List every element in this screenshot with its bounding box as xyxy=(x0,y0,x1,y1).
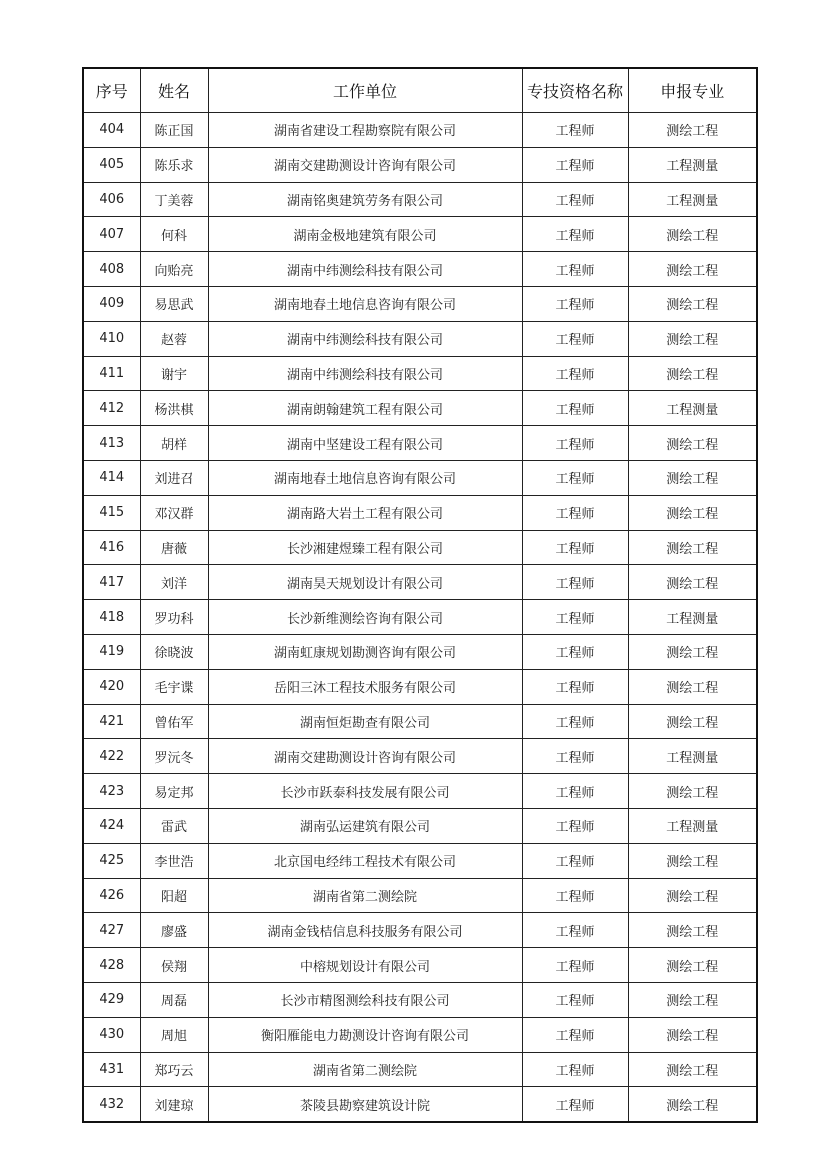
cell-work-unit: 衡阳雁能电力勘测设计咨询有限公司 xyxy=(208,1017,522,1052)
cell-major: 测绘工程 xyxy=(628,878,757,913)
cell-qualification: 工程师 xyxy=(522,495,628,530)
cell-serial-number: 405 xyxy=(83,147,140,182)
cell-qualification: 工程师 xyxy=(522,634,628,669)
cell-qualification: 工程师 xyxy=(522,182,628,217)
cell-qualification: 工程师 xyxy=(522,147,628,182)
cell-name: 刘洋 xyxy=(140,565,208,600)
cell-serial-number: 408 xyxy=(83,252,140,287)
cell-serial-number: 415 xyxy=(83,495,140,530)
cell-serial-number: 406 xyxy=(83,182,140,217)
cell-name: 毛宇谍 xyxy=(140,669,208,704)
table-row xyxy=(83,878,757,913)
cell-major: 测绘工程 xyxy=(628,217,757,252)
cell-major: 测绘工程 xyxy=(628,913,757,948)
cell-work-unit: 湖南中坚建设工程有限公司 xyxy=(208,426,522,461)
cell-major: 测绘工程 xyxy=(628,1087,757,1122)
cell-name: 易定邦 xyxy=(140,774,208,809)
table-row xyxy=(83,739,757,774)
cell-serial-number: 419 xyxy=(83,634,140,669)
cell-qualification: 工程师 xyxy=(522,252,628,287)
cell-qualification: 工程师 xyxy=(522,982,628,1017)
cell-serial-number: 431 xyxy=(83,1052,140,1087)
cell-major: 测绘工程 xyxy=(628,634,757,669)
cell-name: 谢宇 xyxy=(140,356,208,391)
cell-qualification: 工程师 xyxy=(522,286,628,321)
table-row xyxy=(83,600,757,635)
cell-work-unit: 长沙市跃泰科技发展有限公司 xyxy=(208,774,522,809)
cell-serial-number: 425 xyxy=(83,843,140,878)
qualification-table xyxy=(82,67,758,1123)
cell-serial-number: 412 xyxy=(83,391,140,426)
cell-name: 邓汉群 xyxy=(140,495,208,530)
cell-name: 郑巧云 xyxy=(140,1052,208,1087)
cell-serial-number: 420 xyxy=(83,669,140,704)
cell-serial-number: 421 xyxy=(83,704,140,739)
header-work-unit: 工作单位 xyxy=(208,68,522,113)
header-qualification: 专技资格名称 xyxy=(522,68,628,113)
cell-work-unit: 湖南金极地建筑有限公司 xyxy=(208,217,522,252)
cell-work-unit: 湖南恒炬勘查有限公司 xyxy=(208,704,522,739)
cell-work-unit: 湖南铭奥建筑劳务有限公司 xyxy=(208,182,522,217)
table-row xyxy=(83,530,757,565)
cell-major: 测绘工程 xyxy=(628,982,757,1017)
table-row xyxy=(83,321,757,356)
cell-work-unit: 湖南路大岩土工程有限公司 xyxy=(208,495,522,530)
table-row xyxy=(83,426,757,461)
cell-work-unit: 湖南中纬测绘科技有限公司 xyxy=(208,252,522,287)
cell-name: 唐薇 xyxy=(140,530,208,565)
cell-name: 罗功科 xyxy=(140,600,208,635)
cell-qualification: 工程师 xyxy=(522,704,628,739)
cell-name: 向贻亮 xyxy=(140,252,208,287)
cell-work-unit: 湖南中纬测绘科技有限公司 xyxy=(208,356,522,391)
table-row xyxy=(83,391,757,426)
cell-qualification: 工程师 xyxy=(522,321,628,356)
table-row xyxy=(83,1017,757,1052)
cell-name: 刘建琼 xyxy=(140,1087,208,1122)
table-row xyxy=(83,252,757,287)
table-row xyxy=(83,982,757,1017)
cell-work-unit: 湖南省第二测绘院 xyxy=(208,1052,522,1087)
cell-major: 测绘工程 xyxy=(628,530,757,565)
table-body xyxy=(83,113,757,1123)
cell-qualification: 工程师 xyxy=(522,565,628,600)
header-serial-number: 序号 xyxy=(83,68,140,113)
cell-major: 测绘工程 xyxy=(628,565,757,600)
cell-qualification: 工程师 xyxy=(522,808,628,843)
table-row xyxy=(83,182,757,217)
cell-major: 测绘工程 xyxy=(628,286,757,321)
table-row xyxy=(83,669,757,704)
table-row xyxy=(83,808,757,843)
header-name: 姓名 xyxy=(140,68,208,113)
cell-work-unit: 北京国电经纬工程技术有限公司 xyxy=(208,843,522,878)
cell-serial-number: 426 xyxy=(83,878,140,913)
cell-name: 周旭 xyxy=(140,1017,208,1052)
cell-serial-number: 427 xyxy=(83,913,140,948)
cell-name: 丁美蓉 xyxy=(140,182,208,217)
cell-serial-number: 424 xyxy=(83,808,140,843)
cell-name: 廖盛 xyxy=(140,913,208,948)
cell-qualification: 工程师 xyxy=(522,948,628,983)
cell-work-unit: 湖南省建设工程勘察院有限公司 xyxy=(208,113,522,148)
table-row xyxy=(83,843,757,878)
cell-name: 侯翔 xyxy=(140,948,208,983)
table-row xyxy=(83,356,757,391)
cell-work-unit: 湖南虹康规划勘测咨询有限公司 xyxy=(208,634,522,669)
cell-name: 罗沅冬 xyxy=(140,739,208,774)
cell-major: 测绘工程 xyxy=(628,356,757,391)
cell-name: 何科 xyxy=(140,217,208,252)
cell-work-unit: 湖南中纬测绘科技有限公司 xyxy=(208,321,522,356)
cell-name: 胡样 xyxy=(140,426,208,461)
cell-qualification: 工程师 xyxy=(522,356,628,391)
table-row xyxy=(83,774,757,809)
cell-work-unit: 长沙湘建煜臻工程有限公司 xyxy=(208,530,522,565)
table-row xyxy=(83,948,757,983)
cell-qualification: 工程师 xyxy=(522,774,628,809)
cell-major: 工程测量 xyxy=(628,739,757,774)
cell-serial-number: 409 xyxy=(83,286,140,321)
cell-qualification: 工程师 xyxy=(522,843,628,878)
cell-qualification: 工程师 xyxy=(522,1017,628,1052)
table-header-row xyxy=(83,68,757,113)
table-row xyxy=(83,634,757,669)
cell-qualification: 工程师 xyxy=(522,217,628,252)
cell-major: 测绘工程 xyxy=(628,774,757,809)
cell-name: 曾佑军 xyxy=(140,704,208,739)
cell-work-unit: 湖南地春土地信息咨询有限公司 xyxy=(208,286,522,321)
cell-serial-number: 410 xyxy=(83,321,140,356)
cell-qualification: 工程师 xyxy=(522,426,628,461)
table-row xyxy=(83,565,757,600)
cell-work-unit: 长沙市精图测绘科技有限公司 xyxy=(208,982,522,1017)
cell-work-unit: 湖南金钱桔信息科技服务有限公司 xyxy=(208,913,522,948)
cell-serial-number: 423 xyxy=(83,774,140,809)
cell-qualification: 工程师 xyxy=(522,1087,628,1122)
table-row xyxy=(83,913,757,948)
cell-work-unit: 湖南省第二测绘院 xyxy=(208,878,522,913)
cell-qualification: 工程师 xyxy=(522,113,628,148)
table-row xyxy=(83,147,757,182)
cell-qualification: 工程师 xyxy=(522,391,628,426)
header-major: 申报专业 xyxy=(628,68,757,113)
table-row xyxy=(83,495,757,530)
cell-work-unit: 湖南朗翰建筑工程有限公司 xyxy=(208,391,522,426)
cell-serial-number: 432 xyxy=(83,1087,140,1122)
cell-major: 测绘工程 xyxy=(628,113,757,148)
cell-serial-number: 404 xyxy=(83,113,140,148)
cell-work-unit: 岳阳三沐工程技术服务有限公司 xyxy=(208,669,522,704)
cell-name: 阳超 xyxy=(140,878,208,913)
cell-serial-number: 417 xyxy=(83,565,140,600)
cell-major: 工程测量 xyxy=(628,182,757,217)
cell-work-unit: 中榕规划设计有限公司 xyxy=(208,948,522,983)
cell-major: 测绘工程 xyxy=(628,321,757,356)
table-row xyxy=(83,460,757,495)
cell-qualification: 工程师 xyxy=(522,878,628,913)
cell-major: 测绘工程 xyxy=(628,843,757,878)
cell-name: 陈正国 xyxy=(140,113,208,148)
cell-qualification: 工程师 xyxy=(522,669,628,704)
table-row xyxy=(83,1087,757,1122)
cell-name: 刘进召 xyxy=(140,460,208,495)
cell-major: 测绘工程 xyxy=(628,426,757,461)
cell-work-unit: 湖南昊天规划设计有限公司 xyxy=(208,565,522,600)
cell-major: 工程测量 xyxy=(628,147,757,182)
cell-major: 测绘工程 xyxy=(628,1017,757,1052)
cell-serial-number: 422 xyxy=(83,739,140,774)
cell-name: 李世浩 xyxy=(140,843,208,878)
table-row xyxy=(83,217,757,252)
cell-work-unit: 茶陵县勘察建筑设计院 xyxy=(208,1087,522,1122)
table-row xyxy=(83,113,757,148)
cell-work-unit: 湖南弘运建筑有限公司 xyxy=(208,808,522,843)
cell-qualification: 工程师 xyxy=(522,530,628,565)
cell-name: 易思武 xyxy=(140,286,208,321)
cell-major: 测绘工程 xyxy=(628,1052,757,1087)
cell-serial-number: 416 xyxy=(83,530,140,565)
cell-name: 赵蓉 xyxy=(140,321,208,356)
cell-qualification: 工程师 xyxy=(522,1052,628,1087)
cell-qualification: 工程师 xyxy=(522,460,628,495)
cell-name: 徐晓波 xyxy=(140,634,208,669)
cell-qualification: 工程师 xyxy=(522,739,628,774)
cell-name: 杨洪棋 xyxy=(140,391,208,426)
cell-major: 测绘工程 xyxy=(628,704,757,739)
table-row xyxy=(83,286,757,321)
cell-major: 工程测量 xyxy=(628,808,757,843)
cell-serial-number: 414 xyxy=(83,460,140,495)
cell-major: 测绘工程 xyxy=(628,948,757,983)
cell-major: 工程测量 xyxy=(628,391,757,426)
cell-work-unit: 湖南地春土地信息咨询有限公司 xyxy=(208,460,522,495)
cell-serial-number: 413 xyxy=(83,426,140,461)
cell-major: 工程测量 xyxy=(628,600,757,635)
cell-major: 测绘工程 xyxy=(628,669,757,704)
cell-serial-number: 411 xyxy=(83,356,140,391)
cell-name: 周磊 xyxy=(140,982,208,1017)
cell-serial-number: 430 xyxy=(83,1017,140,1052)
cell-serial-number: 418 xyxy=(83,600,140,635)
cell-name: 陈乐求 xyxy=(140,147,208,182)
cell-major: 测绘工程 xyxy=(628,495,757,530)
cell-serial-number: 407 xyxy=(83,217,140,252)
cell-serial-number: 429 xyxy=(83,982,140,1017)
table-row xyxy=(83,1052,757,1087)
cell-serial-number: 428 xyxy=(83,948,140,983)
cell-major: 测绘工程 xyxy=(628,252,757,287)
cell-work-unit: 湖南交建勘测设计咨询有限公司 xyxy=(208,739,522,774)
cell-work-unit: 长沙新维测绘咨询有限公司 xyxy=(208,600,522,635)
cell-qualification: 工程师 xyxy=(522,913,628,948)
table-row xyxy=(83,704,757,739)
cell-major: 测绘工程 xyxy=(628,460,757,495)
cell-name: 雷武 xyxy=(140,808,208,843)
cell-qualification: 工程师 xyxy=(522,600,628,635)
cell-work-unit: 湖南交建勘测设计咨询有限公司 xyxy=(208,147,522,182)
